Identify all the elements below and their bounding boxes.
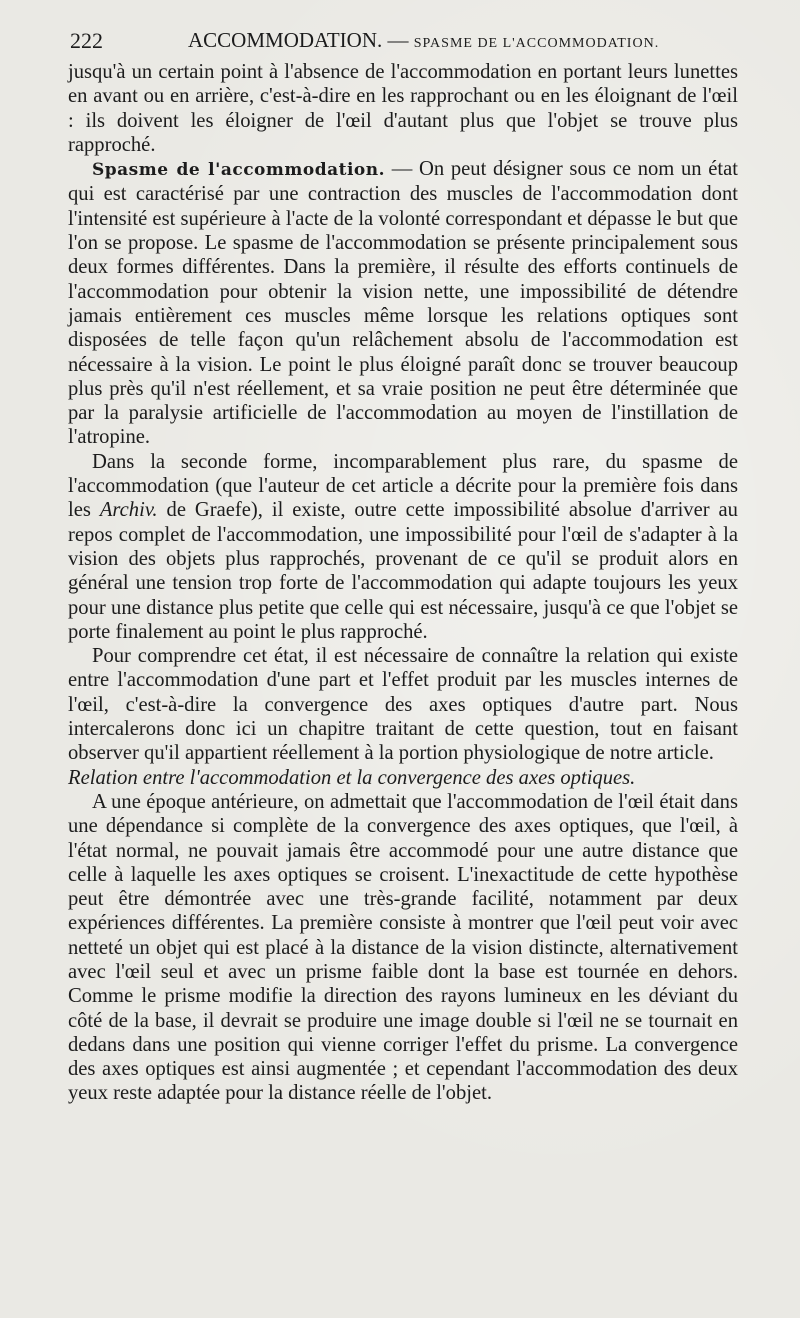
- section-heading: Spasme de l'accommodation.: [92, 160, 386, 181]
- paragraph-comprendre: Pour comprendre cet état, il est nécessaire de connaître la relation qui existe entre l'accommodation d'une part et l'effet produit par les muscles internes de l'œil, c'est-à-dire la convergence des axes optiques d'autre part. Nous intercalerons donc ici un chapitre traitant de cette question, tout en faisant observer qu'il appartient réellement à la portion physiologique de notre article.: [68, 645, 738, 765]
- paragraph-seconde-forme: [68, 450, 738, 644]
- paragraph-seconde-forme-text-1: Dans la seconde forme, incomparablement plus rare, du spasme de l'accommodation (que l'auteur de cet article a décrite pour la première fois dans les: [68, 450, 738, 522]
- journal-reference: Archiv.: [99, 499, 158, 522]
- header-title: ACCOMMODATION.: [188, 28, 383, 52]
- running-header: [70, 28, 742, 54]
- paragraph-spasme: [68, 157, 738, 450]
- paragraph-spasme-text: — On peut désigner sous ce nom un état qui est caractérisé par une contraction des muscles de l'accommodation dont l'intensité est supérieure à l'acte de la volonté correspondant et dépasse le but que l'on se propose. Le spasme de l'accommodation se présente principalement sous deux formes différentes. Dans la première, il résulte des efforts continuels de l'accommodation pour obtenir la vision nette, une impossibilité de détendre jamais entièrement ces muscles même lorsque les relations optiques sont disposées de telle façon qu'un relâchement absolu de l'accommodation est nécessaire à la vision. Le point le plus éloigné paraît donc se trouver beaucoup plus près qu'il n'est réellement, et sa vraie position ne peut être déterminée que par la paralysie artificielle de l'accommodation au moyen de l'instillation de l'atropine.: [68, 158, 738, 449]
- header-section: SPASME DE L'ACCOMMODATION.: [413, 36, 660, 51]
- page-body: [68, 60, 738, 1106]
- subheading-relation: Relation entre l'accommodation et la convergence des axes optiques.: [68, 766, 636, 789]
- running-title: [188, 28, 659, 53]
- header-dash: —: [387, 28, 409, 52]
- page-number: 222: [70, 28, 103, 53]
- paragraph-continuation: jusqu'à un certain point à l'absence de l'accommodation en portant leurs lunettes en avant ou en arrière, c'est-à-dire en les rapprochant ou en les éloignant de l'œil : ils doivent les éloigner de l'œil d'autant plus que l'objet se trouve plus rapproché.: [68, 61, 738, 156]
- paragraph-epoque: A une époque antérieure, on admettait que l'accommodation de l'œil était dans une dépendance si complète de la convergence des axes optiques, que l'œil, à l'état normal, ne pouvait jamais être accommodé pour une autre distance que celle à laquelle les axes optiques se croisent. L'inexactitude de cette hypothèse peut être démontrée avec une très-grande facilité, notamment par deux expériences différentes. La première consiste à montrer que l'œil peut voir avec netteté un objet qui est placé à la distance de la vision distincte, alternativement avec l'œil seul et avec un prisme faible dont la base est tournée en dehors. Comme le prisme modifie la direction des rayons lumineux en les déviant du côté de la base, il devrait se produire une image double si l'œil ne se tournait en dedans dans une position qui vienne corriger l'effet du prisme. La convergence des axes optiques est ainsi augmentée ; et cependant l'accommodation des deux yeux reste adaptée pour la distance réelle de l'objet.: [68, 790, 738, 1105]
- paragraph-seconde-forme-text-2: de Graefe), il existe, outre cette impossibilité absolue d'arriver au repos complet de l'accommodation, une impossibilité pour l'œil de s'adapter à la vision des objets plus rapprochés, provenant de ce qu'il se produit alors en général une tension trop forte de l'accommodation qui adapte toujours les yeux pour une distance plus petite que celle qui est nécessaire, jusqu'à ce que l'objet se porte finalement au point le plus rapproché.: [68, 499, 738, 643]
